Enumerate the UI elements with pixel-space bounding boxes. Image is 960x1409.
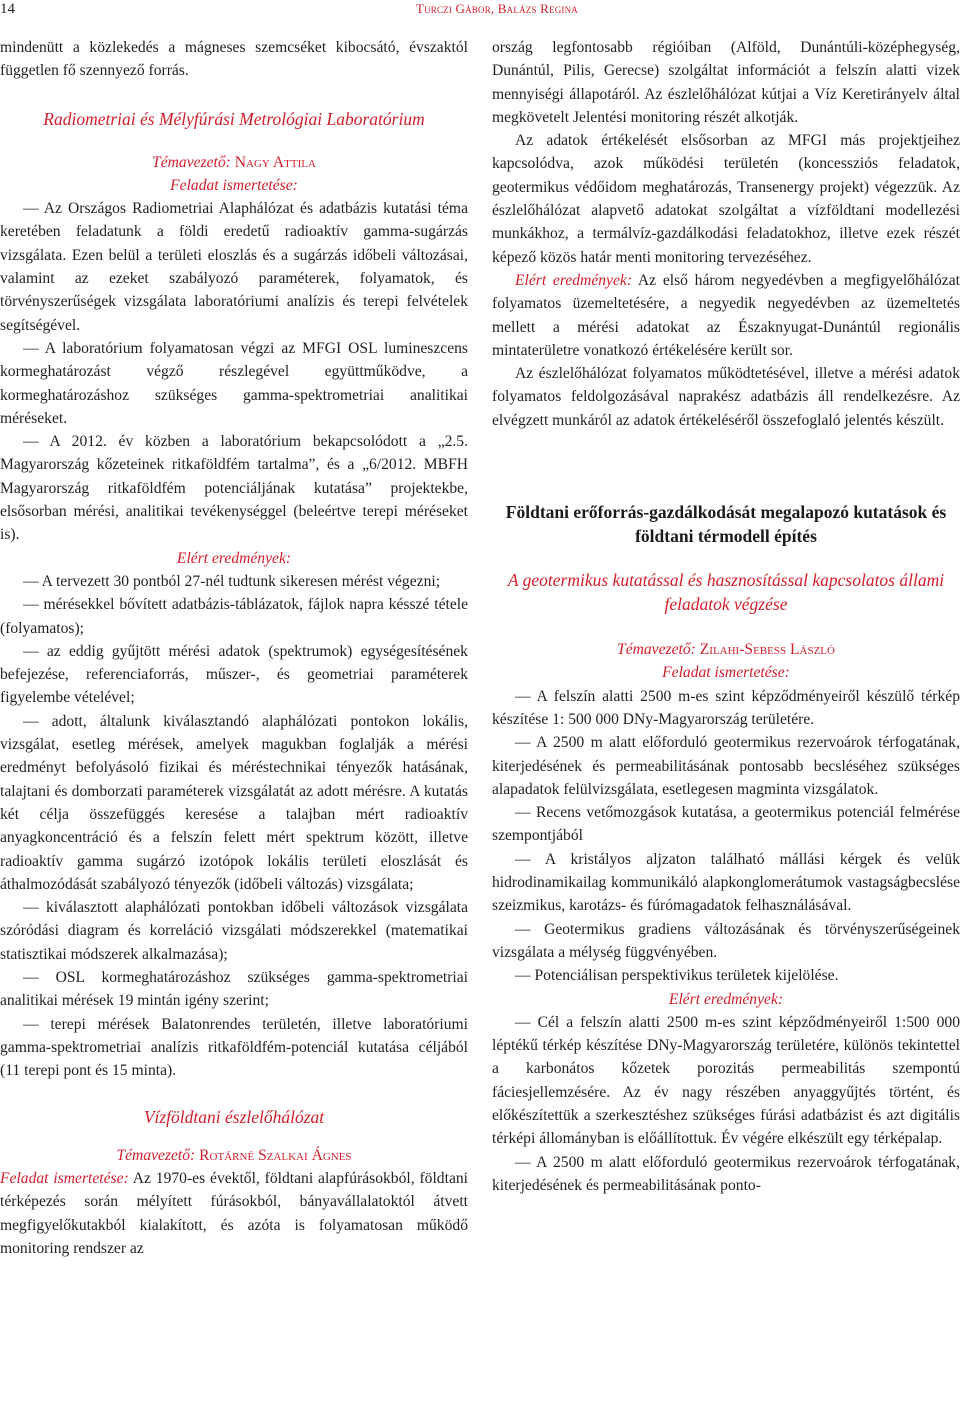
hydro-task-paragraph	[0, 1167, 468, 1260]
task-item: — A kristályos aljzaton található mállási kérgek és velük hidrodinamikailag kommunikáló alapkonglomerátumok vastagságbecslése szeizmikus, karotázs- és fúrómagadatok felhasználásával.	[492, 848, 960, 918]
results-label: Elért eredmények:	[176, 549, 292, 567]
project-leader-line	[0, 151, 468, 174]
task-text: Az 1970-es évektől, földtani alapfúrásokból, földtani térképezés során mélyített fúrásokból, bányavállalatoktól átvett megfigyelőkutakból kialakított, és azóta is folyamatosan működő monitoring rendszer az	[0, 1170, 468, 1257]
task-item: — Geotermikus gradiens változásának és törvényszerűségeinek vizsgálata a mélység függvényében.	[492, 918, 960, 965]
section-title-radiometry: Radiometriai és Mélyfúrási Metrológiai Laboratórium	[43, 108, 425, 129]
results-label: Elért eredmények:	[668, 990, 784, 1008]
task-item: — Potenciálisan perspektivikus területek kijelölése.	[492, 964, 960, 987]
project-leader-line	[492, 638, 960, 661]
task-label-line	[492, 661, 960, 684]
task-item: — A felszín alatti 2500 m-es szint képződményeiről készülő térkép készítése 1: 500 000 DNy-Magyarország területére.	[492, 685, 960, 732]
result-item: — mérésekkel bővített adatbázis-táblázatok, fájlok napra késszé tétele (folyamatos);	[0, 593, 468, 640]
results-label-line	[0, 547, 468, 570]
leader-label: Témavezető:	[116, 1146, 196, 1164]
leader-label: Témavezető:	[152, 153, 231, 171]
leader-name: Nagy Attila	[234, 153, 316, 171]
intro-paragraph: mindenütt a közlekedés a mágneses szemcséket kibocsátó, évszaktól független fő szennyező forrás.	[0, 39, 468, 80]
task-label-line	[0, 174, 468, 197]
subsection-heading: A geotermikus kutatással és hasznosítással kapcsolatos állami feladatok végzése	[507, 570, 945, 615]
task-item: — Recens vetőmozgások kutatása, a geotermikus potenciál felmérése szempontjából	[492, 801, 960, 848]
task-label: Feladat ismertetése:	[662, 664, 790, 682]
result-item: — adott, általunk kiválasztandó alaphálózati pontokon lokális, vizsgálat, esetleg mérések, amelyek magukban foglalják a mérési eredményt befolyásoló fizikai és méréstechnikai tényezők hatásának, talajtani és domborzati paraméterek vizsgálatát az adott mérésre. A kutatás két célja összefüggés keresése a talajban mért radioaktív anyagkoncentráció és a felszín felett mért spektrum között, illetve radioaktív gamma sugárzó izotópok lokális területi eloszlását és áthalmozódását szabályozó tényezők (időbeli változás) vizsgálata;	[0, 710, 468, 896]
results-label: Elért eredmények:	[515, 271, 632, 289]
section-title-hydro: Vízföldtani észlelőhálózat	[143, 1107, 325, 1128]
main-section-heading: Földtani erőforrás-gazdálkodását megalapozó kutatások és földtani térmodell építés	[505, 502, 947, 547]
task-item: — Az Országos Radiometriai Alaphálózat és adatbázis kutatási téma keretében feladatunk a földi eredetű radioaktív gamma-sugárzás vizsgálata. Ezen belül a területi eloszlás és a sugárzás időbeli változásai, valamint az ezeket szabályozó paraméterek, folyamatok, és törvényszerűségek vizsgálata laboratóriumi analízis és terepi felvételek segítségével.	[0, 197, 468, 337]
result-item: — kiválasztott alaphálózati pontokban időbeli változások vizsgálata szóródási diagram és korreláció vizsgálati módszerekkel (matematikai statisztikai módszerek alkalmazása);	[0, 896, 468, 966]
task-item: — A laboratórium folyamatosan végzi az MFGI OSL lumineszcens kormeghatározást végző részlegével együttműködve, a kormeghatározáshoz szükséges gamma-spektrometriai analitikai méréseket.	[0, 337, 468, 430]
project-leader-line	[0, 1144, 468, 1167]
page-number: 14	[0, 1, 15, 17]
left-column	[0, 36, 468, 1260]
task-item: — A 2500 m alatt előforduló geotermikus rezervoárok térfogatának, kiterjedésének és permeabilitásának pontosabb becsléséhez szükséges alapadatok felülvizsgálata, esetlegesen magminta vizsgálatok.	[492, 731, 960, 801]
results-label-line	[492, 988, 960, 1011]
leader-label: Témavezető:	[617, 641, 696, 659]
page-header	[0, 0, 960, 26]
leader-name: Zilahi-Sebess László	[699, 641, 835, 659]
continued-paragraph: ország legfontosabb régióiban (Alföld, Dunántúli-középhegység, Dunántúl, Pilis, Gerecse) szolgáltat információt a felszín alatti vizek mennyiségi állapotáról. Az észlelőhálózat kútjai a Víz Keretirányelv által megkövetelt Jelentési monitoring részét alkotják.	[492, 39, 960, 126]
result-item: — terepi mérések Balatonrendes területén, illetve laboratóriumi gamma-spektrometriai analízis ritkaföldfém-potenciál kutatása céljából (11 terepi pont és 15 minta).	[0, 1013, 468, 1083]
results-text: Az első három negyedévben a megfigyelőhálózat folyamatos üzemeltetésére, a negyedik negyedévben az üzemeltetés mellett a mérési adatokat az Északnyugat-Dunántúl regionális mintaterületre vonatkozó értékelésére került sor.	[492, 271, 960, 359]
result-item: — A tervezett 30 pontból 27-nél tudtunk sikeresen mérést végezni;	[0, 570, 468, 593]
hydro-results-paragraph	[492, 269, 960, 362]
result-item: — az eddig gyűjtött mérési adatok (spektrumok) egységesítésének befejezése, referenciaforrás, műszer-, és geometriai paraméterek figyelembe vételével;	[0, 640, 468, 710]
task-label: Feladat ismertetése:	[170, 176, 298, 194]
result-item: — Cél a felszín alatti 2500 m-es szint képződményeiről 1:500 000 léptékű térkép készítése DNy-Magyarország területére, különös tekintettel a karbonátos kőzetek porozitás permeabilitás szempontú fáciesjellemzésére. Az év nagy részében anyaggyűjtés történt, és előkészítettük a szerkesztéshez szükséges fúrási adatbázist és azt digitális térképi állományban is előállítottuk. Év végére elkészült egy térképalap.	[492, 1011, 960, 1151]
task-label: Feladat ismertetése:	[0, 1170, 129, 1188]
task-item: — A 2012. év közben a laboratórium bekapcsolódott a „2.5. Magyarország kőzeteinek ritkaföldfém tartalma”, és a „6/2012. MBFH Magyarország ritkaföldfém potenciáljának kutatása” projektekbe, elsősorban mérési, analitikai tevékenységgel (beleértve terepi méréseket is).	[0, 430, 468, 546]
result-item: — A 2500 m alatt előforduló geotermikus rezervoárok térfogatának, kiterjedésének és permeabilitásának ponto-	[492, 1151, 960, 1198]
evaluation-paragraph: Az adatok értékelését elsősorban az MFGI más projektjeihez kapcsolódva, azok működési területén (koncessziós feladatok, geotermikus védőidom meghatározás, Transenergy projekt) végezzük. Az észlelőhálózat alapvető adatokat szolgáltat a vízföldtani modellezési munkákhoz, a termálvíz-gazdálkodási feladatokhoz, illetve ezek részét képező közös határ menti monitoring tervezéséhez.	[492, 132, 960, 266]
operations-paragraph: Az észlelőhálózat folyamatos működtetésével, illetve a mérési adatok folyamatos feldolgozásával naprakész adatbázis áll rendelkezésre. Az elvégzett munkáról az adatok értékeléséről összefoglaló jelentés készült.	[492, 365, 960, 429]
running-head: Turczi Gábor, Balázs Regina	[415, 1, 578, 16]
result-item: — OSL kormeghatározáshoz szükséges gamma-spektrometriai analitikai mérések 19 mintán igény szerint;	[0, 966, 468, 1013]
leader-name: Rotárné Szalkai Ágnes	[199, 1146, 352, 1164]
right-column	[492, 36, 960, 1197]
